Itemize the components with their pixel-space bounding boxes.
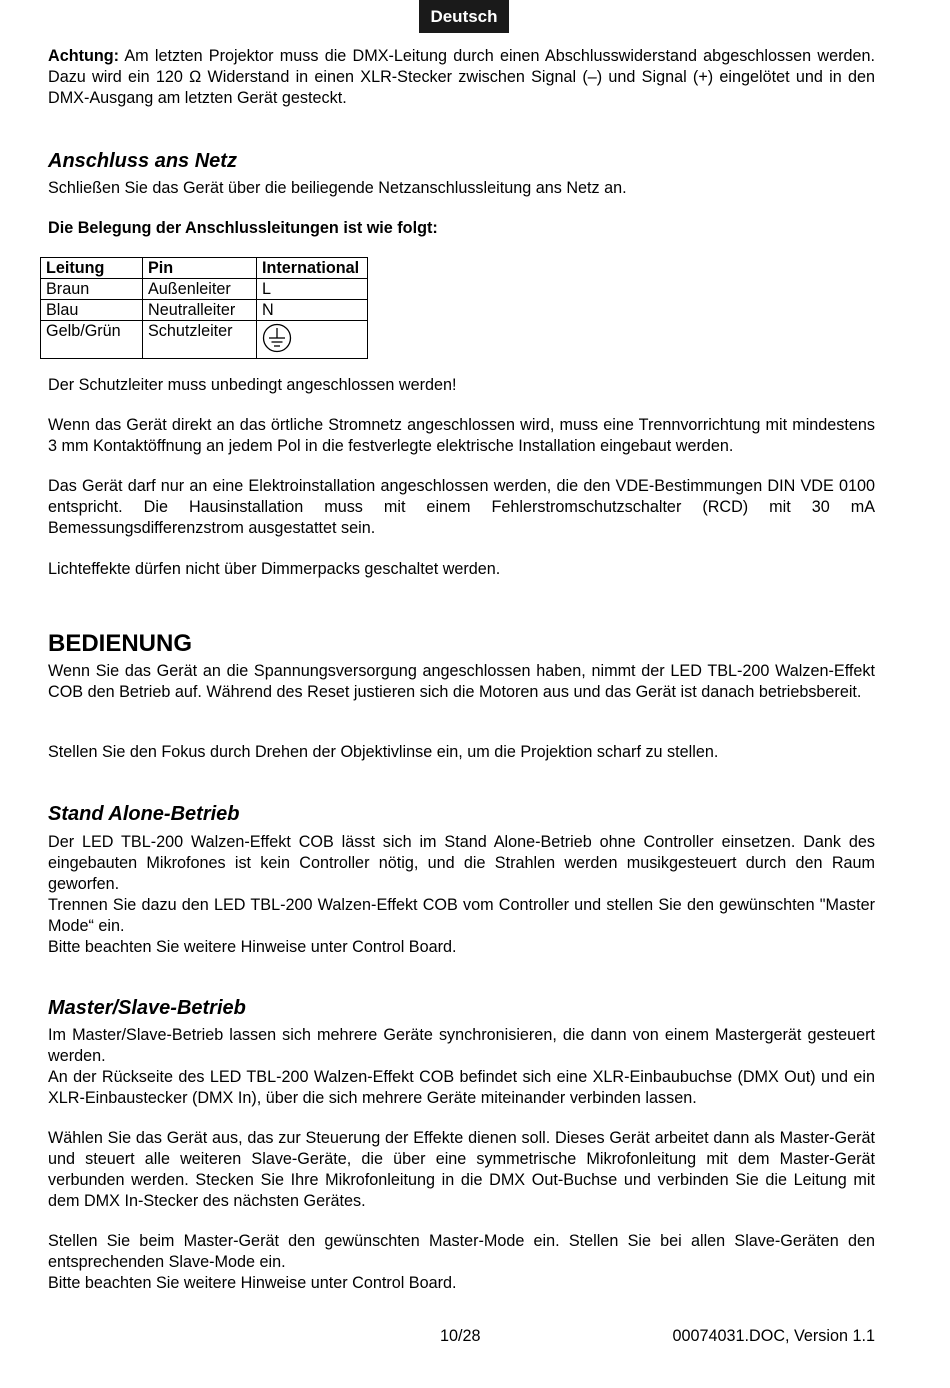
table-cell: Außenleiter (143, 279, 257, 300)
table-cell: Schutzleiter (143, 321, 257, 359)
mains-paragraph: Lichteffekte dürfen nicht über Dimmerpacks geschaltet werden. (48, 560, 501, 578)
masterslave-paragraph: Im Master/Slave-Betrieb lassen sich mehrere Geräte synchronisieren, die dann von einem Mastergerät gesteuert werden. (48, 1026, 875, 1065)
table-header-row (41, 258, 368, 279)
table-cell: Gelb/Grün (41, 321, 143, 359)
warning-paragraph (48, 46, 875, 109)
table-caption: Die Belegung der Anschlussleitungen ist wie folgt: (48, 219, 438, 237)
standalone-paragraph: Trennen Sie dazu den LED TBL-200 Walzen-Effekt COB vom Controller und stellen Sie den gewünschten "Master Mode“ ein. (48, 896, 875, 935)
masterslave-paragraph: An der Rückseite des LED TBL-200 Walzen-Effekt COB befindet sich eine XLR-Einbaubuchse (DMX Out) und ein XLR-Einbaustecker (DMX In), über die sich mehrere Geräte miteinander verbinden lassen. (48, 1068, 875, 1107)
page-number: 10/28 (440, 1327, 481, 1345)
warning-text: Am letzten Projektor muss die DMX-Leitung durch einen Abschlusswiderstand abgeschlossen werden. Dazu wird ein 120 Ω Widerstand in einen XLR-Stecker zwischen Signal (–) und Signal (+) eingelötet und in den DMX-Ausgang am letzten Gerät gesteckt. (48, 47, 875, 107)
table-header-cell: Pin (143, 258, 257, 279)
connection-table (40, 257, 368, 359)
mains-paragraph: Der Schutzleiter muss unbedingt angeschlossen werden! (48, 376, 457, 394)
operation-paragraph: Wenn Sie das Gerät an die Spannungsversorgung angeschlossen haben, nimmt der LED TBL-200 Walzen-Effekt COB den Betrieb auf. Während des Reset justieren sich die Motoren aus und das Gerät ist danach betriebsbereit. (48, 662, 875, 701)
table-cell (257, 321, 368, 359)
table-row (41, 300, 368, 321)
document-id: 00074031.DOC, Version 1.1 (672, 1327, 875, 1345)
mains-paragraph: Das Gerät darf nur an eine Elektroinstallation angeschlossen werden, die den VDE-Bestimmungen DIN VDE 0100 entspricht. Die Hausinstallation muss mit einem Fehlerstromschutzschalter (RCD) mit 30 mA Bemessungsdifferenzstrom ausgestattet sein. (48, 477, 875, 537)
table-row (41, 321, 368, 359)
masterslave-paragraph: Stellen Sie beim Master-Gerät den gewünschten Master-Mode ein. Stellen Sie bei allen Slave-Geräten den entsprechenden Slave-Mode ein. (48, 1232, 875, 1271)
protective-earth-icon (262, 323, 292, 353)
section-title-masterslave: Master/Slave-Betrieb (48, 997, 246, 1019)
section-title-operation: BEDIENUNG (48, 630, 193, 657)
masterslave-paragraph: Wählen Sie das Gerät aus, das zur Steuerung der Effekte dienen soll. Dieses Gerät arbeitet dann als Master-Gerät und steuert alle weiteren Slave-Geräte, die über eine symmetrische Mikrofonleitung mit dem Master-Gerät verbunden werden. Stecken Sie Ihre Mikrofonleitung in die DMX Out-Buchse und verbinden Sie die Leitung mit dem DMX In-Stecker des nächsten Gerätes. (48, 1129, 875, 1210)
table-header-cell: Leitung (41, 258, 143, 279)
standalone-paragraph: Bitte beachten Sie weitere Hinweise unter Control Board. (48, 938, 457, 956)
section-title-standalone: Stand Alone-Betrieb (48, 803, 240, 825)
operation-paragraph: Stellen Sie den Fokus durch Drehen der Objektivlinse ein, um die Projektion scharf zu stellen. (48, 743, 719, 761)
table-cell: N (257, 300, 368, 321)
mains-paragraph: Wenn das Gerät direkt an das örtliche Stromnetz angeschlossen wird, muss eine Trennvorrichtung mit mindestens 3 mm Kontaktöffnung an jedem Pol in die festverlegte elektrische Installation eingebaut werden. (48, 416, 875, 455)
table-cell: Braun (41, 279, 143, 300)
language-tab: Deutsch (419, 0, 509, 33)
table-cell: Blau (41, 300, 143, 321)
table-cell: L (257, 279, 368, 300)
mains-intro: Schließen Sie das Gerät über die beiliegende Netzanschlussleitung ans Netz an. (48, 179, 627, 197)
warning-label: Achtung: (48, 47, 120, 65)
standalone-paragraph: Der LED TBL-200 Walzen-Effekt COB lässt sich im Stand Alone-Betrieb ohne Controller einsetzen. Dank des eingebauten Mikrofones ist kein Controller nötig, und die Strahlen werden musikgesteuert durch den Raum geworfen. (48, 833, 875, 893)
section-title-mains: Anschluss ans Netz (48, 150, 237, 172)
table-cell: Neutralleiter (143, 300, 257, 321)
masterslave-paragraph: Bitte beachten Sie weitere Hinweise unter Control Board. (48, 1274, 457, 1292)
table-header-cell: International (257, 258, 368, 279)
section-mains (48, 149, 875, 173)
table-row (41, 279, 368, 300)
